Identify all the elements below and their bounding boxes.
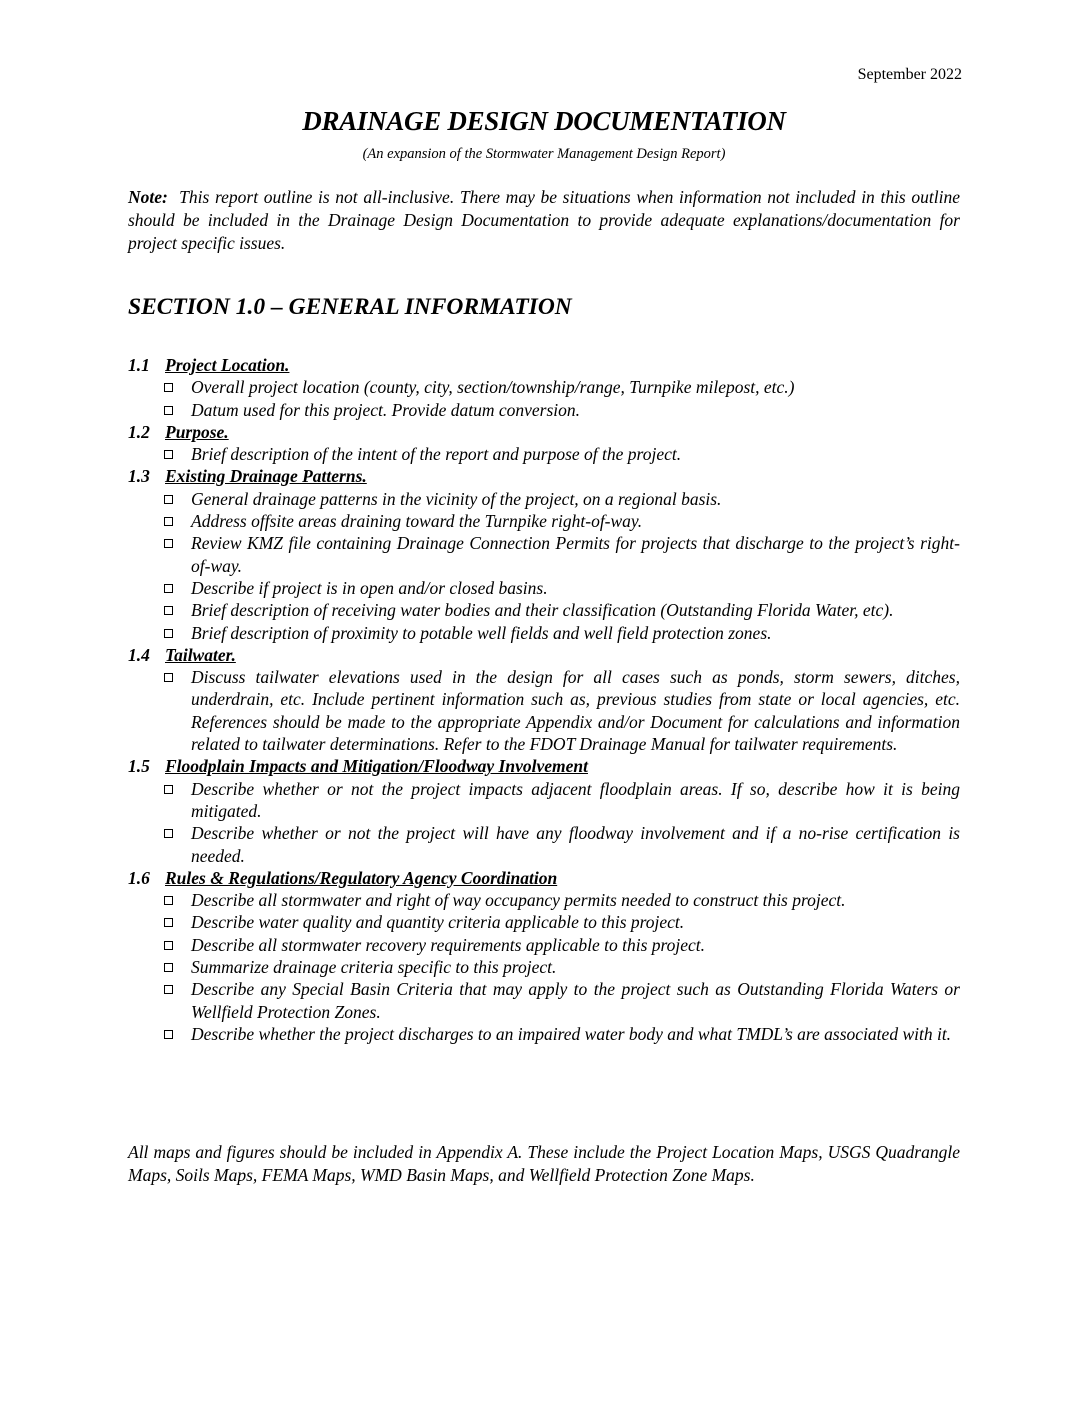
subsection-number: 1.4 — [128, 644, 150, 665]
footer-paragraph: All maps and figures should be included in Appendix A. These include the Project Location Maps, USGS Quadrangle Maps, Soils Maps, FEMA Maps, WMD Basin Maps, and Wellfield Protection Zone Maps. — [128, 1142, 960, 1185]
list-item — [128, 666, 960, 755]
checkbox-square-icon — [164, 495, 173, 504]
checkbox-square-icon — [164, 785, 173, 794]
list-item — [128, 822, 960, 867]
list-item — [128, 488, 960, 510]
list-item-text: Datum used for this project. Provide datum conversion. — [191, 399, 580, 420]
list-item — [128, 532, 960, 577]
subsection-heading — [128, 644, 960, 666]
checkbox-square-icon — [164, 606, 173, 615]
list-item — [128, 1023, 960, 1045]
checkbox-square-icon — [164, 985, 173, 994]
list-item-text: Describe whether or not the project will have any floodway involvement and if a no-rise certification is needed. — [191, 823, 960, 866]
subsection-label: Project Location. — [165, 355, 290, 375]
list-item — [128, 978, 960, 1023]
checkbox-square-icon — [164, 539, 173, 548]
checkbox-square-icon — [164, 517, 173, 526]
note-label: Note: — [128, 187, 168, 207]
checkbox-square-icon — [164, 383, 173, 392]
subsection-number: 1.1 — [128, 355, 150, 375]
list-item — [128, 956, 960, 978]
checkbox-square-icon — [164, 941, 173, 950]
subsection-number: 1.3 — [128, 466, 150, 487]
list-item — [128, 443, 960, 465]
list-item — [128, 778, 960, 823]
list-item-text: Discuss tailwater elevations used in the design for all cases such as ponds, storm sewers, ditches, underdrain, etc. Include pertinent information such as, previous studies from state or local agencies, etc. References should be made to the appropriate Appendix and/or Document for calculations and information related to tailwater determinations. Refer to the FDOT Drainage Manual for tailwater requirements. — [191, 667, 960, 755]
list-item — [128, 599, 960, 621]
list-item-text: Address offsite areas draining toward the Turnpike right-of-way. — [191, 511, 643, 532]
document-title: DRAINAGE DESIGN DOCUMENTATION — [302, 106, 786, 136]
checkbox-square-icon — [164, 584, 173, 593]
subsection-label: Floodplain Impacts and Mitigation/Floodway Involvement — [165, 756, 588, 777]
subsection-number: 1.6 — [128, 867, 150, 888]
checkbox-square-icon — [164, 829, 173, 838]
section-heading: SECTION 1.0 – GENERAL INFORMATION — [128, 294, 572, 320]
list-item — [128, 376, 960, 398]
checkbox-square-icon — [164, 629, 173, 638]
list-item-text: Describe water quality and quantity criteria applicable to this project. — [191, 912, 685, 933]
list-item — [128, 577, 960, 599]
document-date: September 2022 — [857, 66, 962, 83]
checkbox-square-icon — [164, 918, 173, 927]
subsection-heading — [128, 421, 960, 443]
list-item-text: Brief description of proximity to potable well fields and well field protection zones. — [191, 622, 772, 643]
list-item — [128, 934, 960, 956]
list-item — [128, 510, 960, 532]
list-item-text: General drainage patterns in the vicinity of the project, on a regional basis. — [191, 488, 722, 509]
subsection-number: 1.5 — [128, 756, 150, 777]
list-item — [128, 399, 960, 421]
checkbox-square-icon — [164, 673, 173, 682]
list-item-text: Review KMZ file containing Drainage Connection Permits for projects that discharge to the project’s right-of-way. — [191, 533, 960, 576]
list-item-text: Overall project location (county, city, section/township/range, Turnpike milepost, etc.) — [191, 377, 795, 398]
list-item-text: Describe all stormwater and right of way occupancy permits needed to construct this project. — [191, 890, 846, 911]
subsection-number: 1.2 — [128, 421, 150, 442]
list-item-text: Brief description of receiving water bodies and their classification (Outstanding Florida Water, etc). — [191, 600, 894, 621]
checkbox-square-icon — [164, 450, 173, 459]
checkbox-square-icon — [164, 963, 173, 972]
subsection-label: Rules & Regulations/Regulatory Agency Coordination — [165, 867, 558, 888]
subsection-heading — [128, 755, 960, 777]
list-item-text: Brief description of the intent of the report and purpose of the project. — [191, 444, 682, 465]
note-paragraph — [128, 186, 960, 255]
subsection-label: Existing Drainage Patterns. — [165, 466, 367, 487]
list-item-text: Describe any Special Basin Criteria that may apply to the project such as Outstanding Florida Waters or Wellfield Protection Zones. — [191, 979, 960, 1022]
document-subtitle: (An expansion of the Stormwater Management Design Report) — [362, 146, 726, 162]
list-item-text: Describe if project is in open and/or closed basins. — [191, 577, 548, 598]
list-item-text: Describe whether or not the project impacts adjacent floodplain areas. If so, describe how it is being mitigated. — [191, 778, 960, 821]
subsection-heading — [128, 354, 960, 376]
subsection-label: Tailwater. — [165, 644, 236, 665]
list-item — [128, 911, 960, 933]
note-text: This report outline is not all-inclusive. There may be situations when information not included in this outline should be included in the Drainage Design Documentation to provide adequate explanations/documentation for project specific issues. — [128, 187, 960, 253]
checkbox-square-icon — [164, 1030, 173, 1039]
section-outline — [128, 354, 960, 1045]
subsection-label: Purpose. — [165, 421, 229, 442]
checkbox-square-icon — [164, 406, 173, 415]
subsection-heading — [128, 867, 960, 889]
list-item-text: Describe all stormwater recovery requirements applicable to this project. — [191, 934, 706, 955]
checkbox-square-icon — [164, 896, 173, 905]
list-item-text: Describe whether the project discharges to an impaired water body and what TMDL’s are associated with it. — [191, 1023, 952, 1044]
list-item — [128, 622, 960, 644]
list-item — [128, 889, 960, 911]
subsection-heading — [128, 465, 960, 487]
list-item-text: Summarize drainage criteria specific to this project. — [191, 957, 557, 978]
